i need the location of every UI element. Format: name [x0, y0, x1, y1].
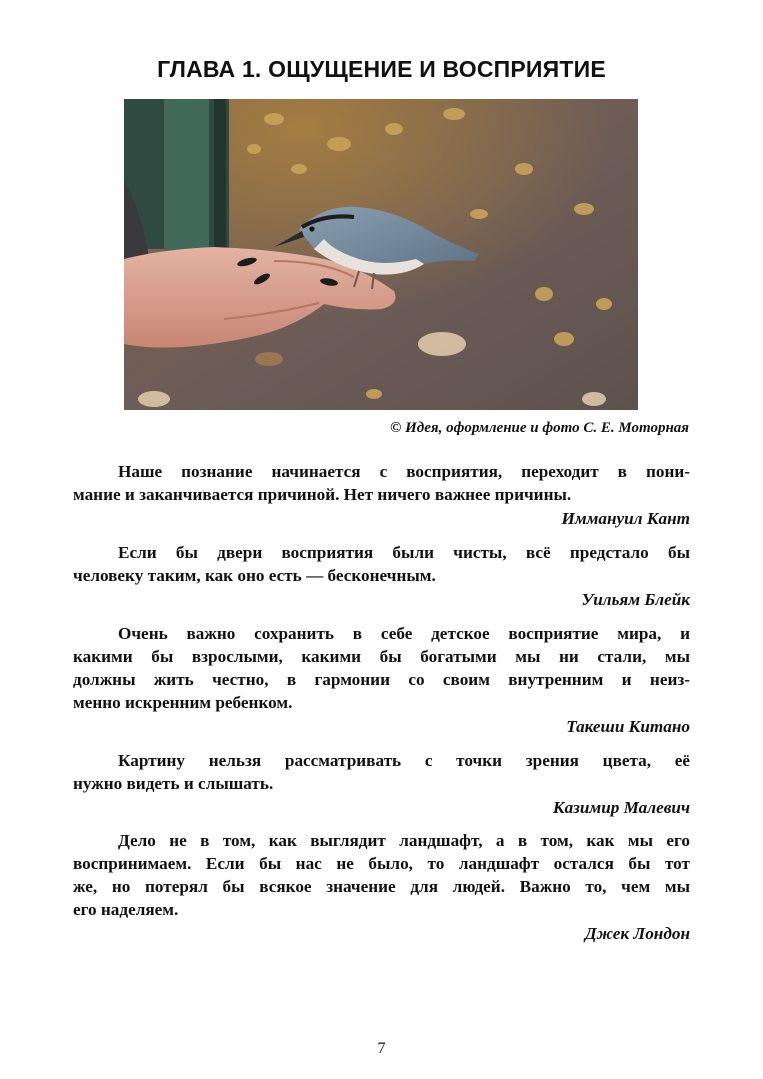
- quote-author: Такеши Китано: [566, 717, 690, 736]
- quote-text: [73, 460, 690, 506]
- quote-blake: [73, 541, 690, 611]
- chapter-title: ГЛАВА 1. ОЩУЩЕНИЕ И ВОСПРИЯТИЕ: [157, 56, 606, 82]
- quote-kitano: [73, 622, 690, 738]
- quote-line: Очень важно сохранить в себе детское восприятие мира, и: [118, 624, 690, 643]
- quote-line: человеку таким, как оно есть — бесконечным.: [73, 566, 436, 585]
- quote-london: [73, 829, 690, 945]
- quote-line: же, но потерял бы всякое значение для людей. Важно то, чем мы: [73, 877, 690, 896]
- quote-author: Уильям Блейк: [581, 590, 690, 609]
- quote-text: [73, 829, 690, 921]
- page-number: 7: [377, 1040, 386, 1057]
- quote-line: Дело не в том, как выглядит ландшафт, а в том, как мы его: [118, 831, 690, 850]
- quote-line: воспринимаем. Если бы нас не было, то ландшафт остался бы тот: [73, 854, 690, 873]
- quote-line: Картину нельзя рассматривать с точки зрения цвета, её: [118, 751, 690, 770]
- quote-malevich: [73, 749, 690, 819]
- quote-line: Наше познание начинается с восприятия, переходит в пони-: [118, 462, 690, 481]
- photo-credit: © Идея, оформление и фото С. Е. Моторная: [390, 420, 689, 436]
- photo-nuthatch-on-hand: [124, 99, 638, 410]
- quote-text: [73, 541, 690, 587]
- quote-author: Джек Лондон: [584, 924, 690, 943]
- quote-text: [73, 749, 690, 795]
- quote-text: [73, 622, 690, 714]
- quote-author: Казимир Малевич: [552, 798, 690, 817]
- quote-line: мание и заканчивается причиной. Нет ничего важнее причины.: [73, 485, 572, 504]
- quote-kant: [73, 460, 690, 530]
- quote-line: его наделяем.: [73, 900, 179, 919]
- quote-line: Если бы двери восприятия были чисты, всё предстало бы: [118, 543, 690, 562]
- quote-line: какими бы взрослыми, какими бы богатыми мы ни стали, мы: [73, 647, 690, 666]
- quote-line: нужно видеть и слышать.: [73, 774, 274, 793]
- quote-line: менно искренним ребенком.: [73, 693, 293, 712]
- quote-line: должны жить честно, в гармонии со своим внутренним и неиз-: [73, 670, 690, 689]
- quote-author: Иммануил Кант: [561, 509, 690, 528]
